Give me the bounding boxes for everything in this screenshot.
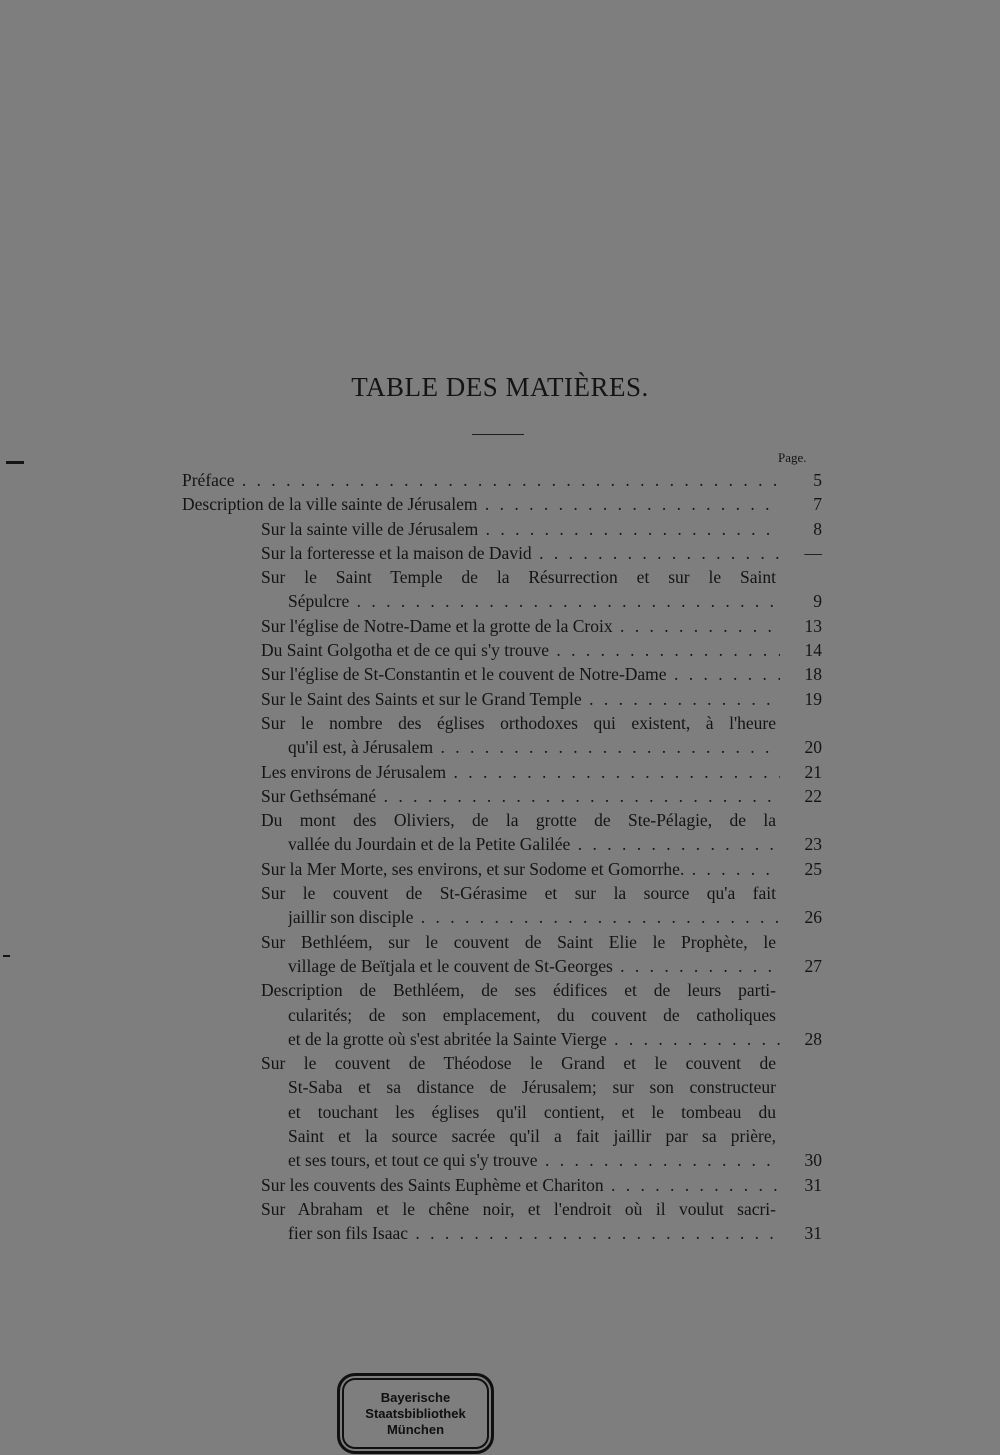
toc-entry-text: et touchant les églises qu'il contient, et le tombeau du bbox=[288, 1101, 776, 1122]
library-stamp bbox=[337, 1373, 494, 1454]
toc-entry-text: Préface . . . bbox=[182, 470, 780, 490]
toc-entry bbox=[0, 784, 1000, 808]
toc-entry-line bbox=[261, 1173, 780, 1197]
toc-entry-text: Sur le Saint Temple de la Résurrection et sur le Saint bbox=[261, 567, 776, 588]
toc-entry bbox=[0, 468, 1000, 492]
toc-entry bbox=[0, 930, 1000, 979]
toc-entry-line bbox=[261, 760, 780, 784]
toc-page-number: 31 bbox=[804, 1223, 822, 1244]
toc-entry-line bbox=[261, 1051, 780, 1075]
toc-entry-line bbox=[261, 565, 780, 589]
stamp-line: Bayerische bbox=[380, 1389, 451, 1405]
toc-entry bbox=[0, 662, 1000, 686]
toc-entry bbox=[0, 711, 1000, 760]
toc-entry-text: Sur Bethléem, sur le couvent de Saint Elie le Prophète, le bbox=[261, 931, 776, 952]
toc-entry-line bbox=[288, 1221, 780, 1245]
toc-entry bbox=[0, 638, 1000, 662]
toc-entry-line bbox=[288, 832, 780, 856]
toc-entry-text: Du mont des Oliviers, de la grotte de Ste-Pélagie, de la bbox=[261, 810, 776, 831]
toc-entry-line bbox=[288, 905, 780, 929]
toc-entry-line bbox=[261, 881, 780, 905]
toc-entry-text: Sur la sainte ville de Jérusalem . . . bbox=[261, 519, 780, 539]
toc-page-number: 13 bbox=[804, 615, 822, 636]
stamp-line: Staatsbibliothek bbox=[365, 1405, 466, 1421]
toc-page-number: 21 bbox=[804, 761, 822, 782]
toc-page-number: 18 bbox=[804, 664, 822, 685]
toc-page-number: 22 bbox=[804, 785, 822, 806]
toc-entry-line bbox=[182, 492, 780, 516]
toc-entry-text: fier son fils Isaac . . . bbox=[288, 1223, 780, 1243]
toc-entry-line bbox=[288, 1075, 780, 1099]
toc-entry-line bbox=[261, 711, 780, 735]
title-rule bbox=[472, 434, 524, 435]
toc-entry-text: village de Beïtjala et le couvent de St-Georges . . . bbox=[288, 956, 780, 976]
toc-entry-text: Sur la forteresse et la maison de David . . . bbox=[261, 543, 780, 563]
toc-page-number: — bbox=[804, 542, 822, 563]
stamp-line: München bbox=[386, 1421, 445, 1437]
toc-entry-line bbox=[288, 735, 780, 759]
toc-entry-text: Sur l'église de Notre-Dame et la grotte de la Croix . . . bbox=[261, 616, 780, 636]
toc-entry-line bbox=[261, 541, 780, 565]
toc-entry-text: St-Saba et sa distance de Jérusalem; sur son constructeur bbox=[288, 1077, 776, 1098]
toc-entry-text: Saint et la source sacrée qu'il a fait jaillir par sa prière, bbox=[288, 1126, 776, 1147]
toc-entry bbox=[0, 857, 1000, 881]
toc-entry-text: Sur Abraham et le chêne noir, et l'endroit où il voulut sacri- bbox=[261, 1198, 776, 1219]
toc-entry bbox=[0, 614, 1000, 638]
toc-entry-line bbox=[261, 662, 780, 686]
toc-entry-line bbox=[261, 1197, 780, 1221]
toc-page-number: 25 bbox=[804, 858, 822, 879]
toc-page-number: 28 bbox=[804, 1028, 822, 1049]
toc-entry-text: Sépulcre . . . bbox=[288, 591, 780, 611]
toc-page-number: 23 bbox=[804, 834, 822, 855]
toc-entry-text: Description de la ville sainte de Jérusalem . . . bbox=[182, 494, 780, 514]
toc-page-number: 27 bbox=[804, 955, 822, 976]
toc-entry bbox=[0, 808, 1000, 857]
toc-entry-text: Du Saint Golgotha et de ce qui s'y trouve . . . bbox=[261, 640, 780, 660]
page-title: TABLE DES MATIÈRES. bbox=[351, 372, 649, 402]
toc-entry-text: vallée du Jourdain et de la Petite Galilée . . . bbox=[288, 834, 780, 854]
toc-entry-line bbox=[261, 614, 780, 638]
toc-entry-line bbox=[288, 589, 780, 613]
toc-entry-line bbox=[288, 1124, 780, 1148]
toc-entry-line bbox=[182, 468, 780, 492]
margin-mark bbox=[6, 461, 24, 464]
toc-entry-text: Sur le couvent de St-Gérasime et sur la source qu'a fait bbox=[261, 883, 776, 904]
toc-entry-text: Sur les couvents des Saints Euphème et Chariton . . . bbox=[261, 1175, 780, 1195]
page-column-label: Page. bbox=[778, 450, 807, 465]
toc-entry-text: et de la grotte où s'est abritée la Sainte Vierge . . . bbox=[288, 1029, 780, 1049]
toc-entry bbox=[0, 1173, 1000, 1197]
table-of-contents bbox=[0, 468, 1000, 1246]
toc-entry bbox=[0, 565, 1000, 614]
toc-entry bbox=[0, 687, 1000, 711]
toc-entry bbox=[0, 541, 1000, 565]
toc-entry bbox=[0, 492, 1000, 516]
toc-page-number: 8 bbox=[813, 518, 822, 539]
toc-page-number: 26 bbox=[804, 907, 822, 928]
toc-entry-line bbox=[261, 808, 780, 832]
toc-entry-text: Sur la Mer Morte, ses environs, et sur Sodome et Gomorrhe. . . . bbox=[261, 859, 780, 879]
toc-entry-line bbox=[261, 857, 780, 881]
toc-entry-line bbox=[288, 954, 780, 978]
toc-page-number: 20 bbox=[804, 737, 822, 758]
toc-entry-text: cularités; de son emplacement, du couvent de catholiques bbox=[288, 1004, 776, 1025]
toc-page-number: 19 bbox=[804, 688, 822, 709]
toc-page-number: 9 bbox=[813, 591, 822, 612]
toc-entry-text: jaillir son disciple . . . bbox=[288, 907, 780, 927]
toc-entry-text: Sur Gethsémané . . . bbox=[261, 786, 780, 806]
toc-entry-text: qu'il est, à Jérusalem . . . bbox=[288, 737, 780, 757]
toc-entry bbox=[0, 1197, 1000, 1246]
toc-entry-line bbox=[261, 638, 780, 662]
toc-entry-text: Les environs de Jérusalem . . . bbox=[261, 762, 780, 782]
toc-entry-line bbox=[261, 784, 780, 808]
toc-entry-line bbox=[261, 930, 780, 954]
toc-entry-text: Sur le Saint des Saints et sur le Grand Temple . . . bbox=[261, 689, 780, 709]
toc-entry bbox=[0, 760, 1000, 784]
toc-page-number: 5 bbox=[813, 470, 822, 490]
toc-entry bbox=[0, 881, 1000, 930]
toc-entry-line bbox=[261, 687, 780, 711]
toc-entry-line bbox=[261, 978, 780, 1002]
toc-entry bbox=[0, 1051, 1000, 1173]
toc-page-number: 7 bbox=[813, 494, 822, 515]
toc-entry bbox=[0, 978, 1000, 1051]
toc-page-number: 14 bbox=[804, 640, 822, 661]
toc-entry-text: Sur le nombre des églises orthodoxes qui existent, à l'heure bbox=[261, 712, 776, 733]
toc-entry-line bbox=[288, 1148, 780, 1172]
margin-mark bbox=[3, 955, 10, 957]
toc-entry bbox=[0, 517, 1000, 541]
toc-entry-line bbox=[288, 1027, 780, 1051]
toc-entry-text: et ses tours, et tout ce qui s'y trouve . . . bbox=[288, 1150, 780, 1170]
toc-entry-line bbox=[288, 1100, 780, 1124]
toc-entry-text: Sur le couvent de Théodose le Grand et le couvent de bbox=[261, 1053, 776, 1074]
toc-entry-text: Sur l'église de St-Constantin et le couvent de Notre-Dame . . . bbox=[261, 664, 780, 684]
toc-entry-text: Description de Bethléem, de ses édifices et de leurs parti- bbox=[261, 980, 776, 1001]
toc-page-number: 30 bbox=[804, 1150, 822, 1171]
toc-entry-line bbox=[261, 517, 780, 541]
toc-page-number: 31 bbox=[804, 1174, 822, 1195]
toc-entry-line bbox=[288, 1003, 780, 1027]
